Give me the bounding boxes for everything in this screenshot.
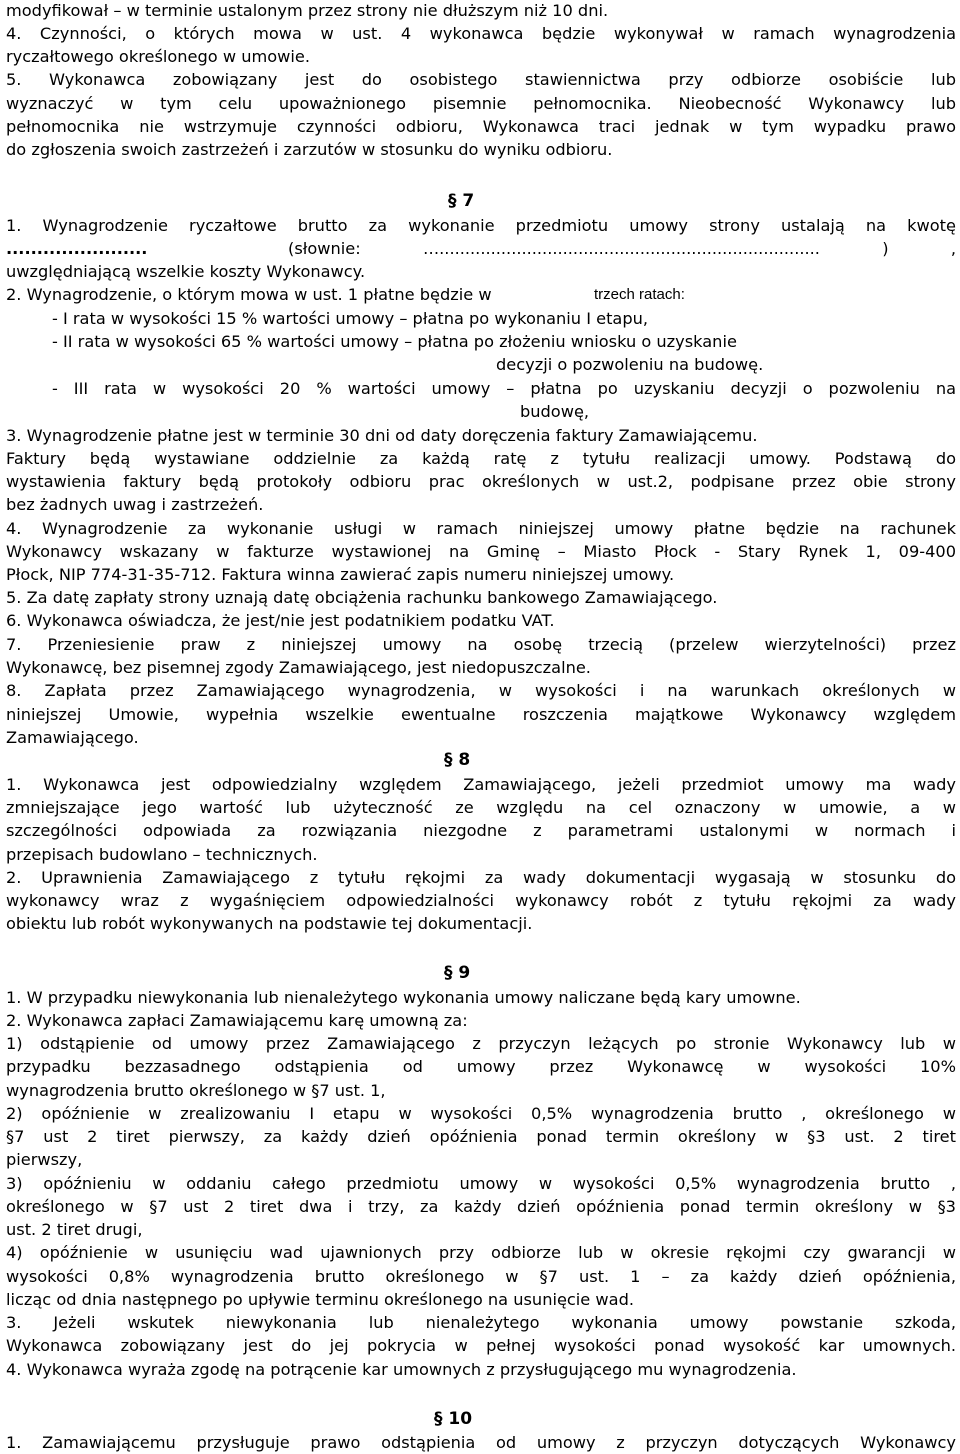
text-line: Płock, NIP 774-31-35-712. Faktura winna zawierać zapis numeru niniejszej umowy. (6, 565, 675, 584)
text-line: obiektu lub robót wykonywanych na podstawie tej dokumentacji. (6, 914, 533, 933)
text-line: 4. Wykonawca wyraża zgodę na potrącenie kar umownych z przysługującego mu wynagrodzenia. (6, 1360, 797, 1379)
text-line: bez żadnych uwag i zastrzeżeń. (6, 495, 264, 514)
text-line: 3. Jeżeli wskutek niewykonania lub nienależytego wykonania umowy powstanie szkoda, (6, 1313, 956, 1332)
text-line: 1. Zamawiającemu przysługuje prawo odstąpienia od umowy z przyczyn dotyczących Wykonawcy (6, 1433, 956, 1452)
text-line: pełnomocnika nie wstrzymuje czynności odbioru, Wykonawca traci jednak w tym wypadku prawo (6, 117, 956, 136)
text-line: 1. W przypadku niewykonania lub nienależytego wykonania umowy naliczane będą kary umowne. (6, 988, 801, 1007)
text-line: zmniejszające jego wartość lub użyteczność ze względu na cel oznaczony w umowie, a w (6, 798, 956, 817)
text-line: wykonawcy wraz z wygaśnięciem odpowiedzialności wykonawcy robót z tytułu rękojmi za wady (6, 891, 956, 910)
text-line: 4) opóźnienie w usunięciu wad ujawnionych przy odbiorze lub w okresie rękojmi czy gwarancji w (6, 1243, 956, 1262)
section-heading-7: § 7 (448, 191, 475, 211)
text-line: 8. Zapłata przez Zamawiającego wynagrodzenia, w wysokości i na warunkach określonych w (6, 681, 956, 700)
list-item-continuation: budowę, (520, 402, 590, 421)
text-line: 5. Za datę zapłaty strony uznają datę obciążenia rachunku bankowego Zamawiającego. (6, 588, 718, 607)
text-line: wyznaczyć w tym celu upoważnionego pisemnie pełnomocnika. Nieobecność Wykonawcy lub (6, 94, 956, 113)
list-item-continuation: decyzji o pozwoleniu na budowę. (496, 355, 764, 374)
text-line: 4. Wynagrodzenie za wykonanie usługi w ramach niniejszej umowy płatne będzie na rachunek (6, 519, 956, 538)
text-line: 2. Wykonawca zapłaci Zamawiającemu karę umowną za: (6, 1011, 468, 1030)
text-line: 1. Wykonawca jest odpowiedzialny względem Zamawiającego, jeżeli przedmiot umowy ma wady (6, 775, 956, 794)
text-line: 2) opóźnienie w zrealizowaniu I etapu w wysokości 0,5% wynagrodzenia brutto , określonego w (6, 1104, 956, 1123)
text-line: przepisach budowlano – technicznych. (6, 845, 318, 864)
text-line: 1. Wynagrodzenie ryczałtowe brutto za wykonanie przedmiotu umowy strony ustalają na kwotę (6, 216, 956, 235)
text-line: przypadku bezzasadnego odstąpienia od umowy przez Wykonawcę w wysokości 10% (6, 1057, 956, 1076)
section-heading-8: § 8 (444, 750, 471, 770)
text-line: §7 ust 2 tiret pierwszy, za każdy dzień opóźnienia ponad termin określony w §3 ust. 2 tiret (6, 1127, 956, 1146)
text-line: Faktury będą wystawiane oddzielnie za każdą ratę z tytułu realizacji umowy. Podstawą do (6, 449, 956, 468)
text-line: 3) opóźnieniu w oddaniu całego przedmiotu umowy w wysokości 0,5% wynagrodzenia brutto , (6, 1174, 956, 1193)
text-line: modyfikował – w terminie ustalonym przez strony nie dłuższym niż 10 dni. (6, 1, 609, 20)
text-line: do zgłoszenia swoich zastrzeżeń i zarzutów w stosunku do wyniku odbioru. (6, 140, 613, 159)
text-line: 3. Wynagrodzenie płatne jest w terminie 30 dni od daty doręczenia faktury Zamawiającemu. (6, 426, 758, 445)
text-line: trzech ratach: (594, 286, 685, 303)
list-item: - III rata w wysokości 20 % wartości umowy – płatna po uzyskaniu decyzji o pozwoleniu na (52, 379, 956, 398)
list-item: - II rata w wysokości 65 % wartości umowy – płatna po złożeniu wniosku o uzyskanie (52, 332, 737, 351)
text-line: Wykonawca zobowiązany jest do jej pokrycia w pełnej wysokości ponad wysokość kar umownych. (6, 1336, 956, 1355)
text-line: 4. Czynności, o których mowa w ust. 4 wykonawca będzie wykonywał w ramach wynagrodzenia (6, 24, 956, 43)
text-line: uwzględniającą wszelkie koszty Wykonawcy. (6, 262, 366, 281)
text-line: ust. 2 tiret drugi, (6, 1220, 143, 1239)
text-line: 7. Przeniesienie praw z niniejszej umowy na osobę trzecią (przelew wierzytelności) przez (6, 635, 956, 654)
list-item: - I rata w wysokości 15 % wartości umowy – płatna po wykonaniu I etapu, (52, 309, 649, 328)
text-line: określonego w §7 ust 2 tiret dwa i trzy, za każdy dzień opóźnienia ponad termin określony w §3 (6, 1197, 956, 1216)
section-heading-10: § 10 (434, 1409, 473, 1429)
text-line: 1) odstąpienie od umowy przez Zamawiającego z przyczyn leżących po stronie Wykonawcy lub w (6, 1034, 956, 1053)
text-line: wystawienia faktury będą protokoły odbioru prac określonych w ust.2, podpisane przez obie strony (6, 472, 956, 491)
text-line: Wykonawcę, bez pisemnej zgody Zamawiającego, jest niedopuszczalne. (6, 658, 591, 677)
text-line: ryczałtowego określonego w umowie. (6, 47, 310, 66)
text-line: niniejszej Umowie, wypełnia wszelkie ewentualne roszczenia majątkowe Wykonawcy względem (6, 705, 956, 724)
amount-blank: ....................... (6, 239, 148, 258)
text-line: 5. Wykonawca zobowiązany jest do osobistego stawiennictwa przy odbiorze osobiście lub (6, 70, 956, 89)
section-heading-9: § 9 (444, 963, 471, 983)
text-line: 2. Uprawnienia Zamawiającego z tytułu rękojmi za wady dokumentacji wygasają w stosunku do (6, 868, 956, 887)
text-line: wysokości 0,8% wynagrodzenia brutto określonego w §7 ust. 1 – za każdy dzień opóźnienia, (6, 1267, 956, 1286)
text-line: Zamawiającego. (6, 728, 139, 747)
text-line: pierwszy, (6, 1150, 83, 1169)
text-line: 6. Wykonawca oświadcza, że jest/nie jest podatnikiem podatku VAT. (6, 611, 555, 630)
text-line: Wykonawcy wskazany w fakturze wystawionej na Gminę – Miasto Płock - Stary Rynek 1, 09-400 (6, 542, 956, 561)
text-line: szczególności odpowiada za rozwiązania niezgodne z parametrami ustalonymi w normach i (6, 821, 956, 840)
text-line: wynagrodzenia brutto określonego w §7 ust. 1, (6, 1081, 386, 1100)
amount-in-words: (słownie: ….......................................................................... ) , (288, 239, 956, 258)
text-line: 2. Wynagrodzenie, o którym mowa w ust. 1 płatne będzie w (6, 285, 492, 304)
text-line: licząc od dnia następnego po upływie terminu określonego na usunięcie wad. (6, 1290, 634, 1309)
